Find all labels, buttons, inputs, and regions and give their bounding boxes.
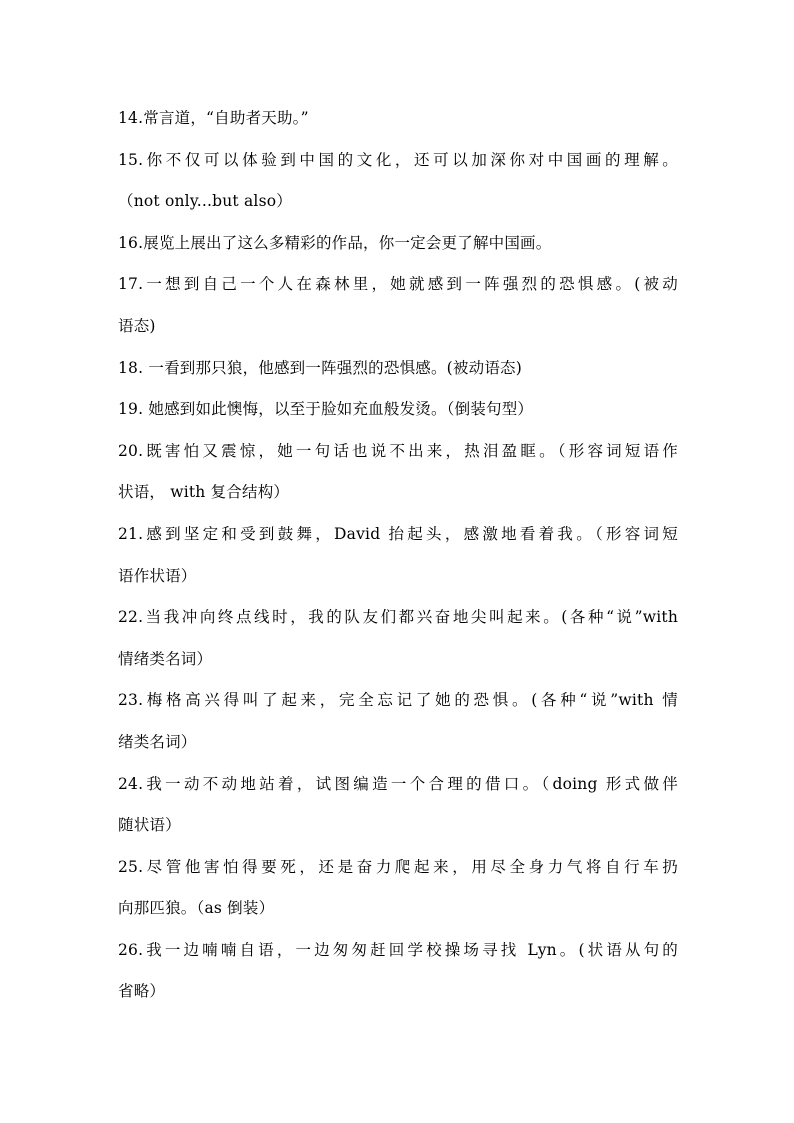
item-20-cont: 状语， with 复合结构） [118,483,290,502]
item-22: 22.当我冲向终点线时，我的队友们都兴奋地尖叫起来。(各种“说”with [118,608,678,627]
item-17: 17.一想到自己一个人在森林里，她就感到一阵强烈的恐惧感。(被动 [118,275,678,294]
item-21-cont: 语作状语） [118,566,197,585]
item-15-note: （not only...but also） [118,192,292,211]
item-18: 18. 一看到那只狼，他感到一阵强烈的恐惧感。(被动语态) [118,358,522,377]
item-17-cont: 语态) [118,316,156,335]
item-14: 14.常言道，“自助者天助。” [118,109,309,127]
item-24: 24.我一动不动地站着，试图编造一个合理的借口。（doing 形式做伴 [118,774,678,793]
item-23-cont: 绪类名词） [118,732,197,751]
item-26-cont: 省略） [118,982,166,1001]
item-25: 25.尽管他害怕得要死，还是奋力爬起来，用尽全身力气将自行车扔 [118,857,678,876]
item-23: 23.梅格高兴得叫了起来，完全忘记了她的恐惧。(各种“说”with 情 [118,691,678,710]
item-20: 20.既害怕又震惊，她一句话也说不出来，热泪盈眶。（形容词短语作 [118,441,678,460]
item-21: 21.感到坚定和受到鼓舞，David 抬起头，感激地看着我。（形容词短 [118,524,678,543]
item-22-cont: 情绪类名词） [118,649,213,668]
item-26: 26.我一边喃喃自语，一边匆匆赶回学校操场寻找 Lyn。(状语从句的 [118,940,678,959]
document-body [118,98,678,1013]
item-25-cont: 向那匹狼。（as 倒装） [118,899,275,918]
item-19: 19. 她感到如此懊悔，以至于脸如充血般发烫。（倒装句型） [118,400,534,419]
item-24-cont: 随状语） [118,816,181,835]
item-15: 15.你不仅可以体验到中国的文化，还可以加深你对中国画的理解。 [118,150,678,169]
item-16: 16.展览上展出了这么多精彩的作品，你一定会更了解中国画。 [118,233,552,252]
